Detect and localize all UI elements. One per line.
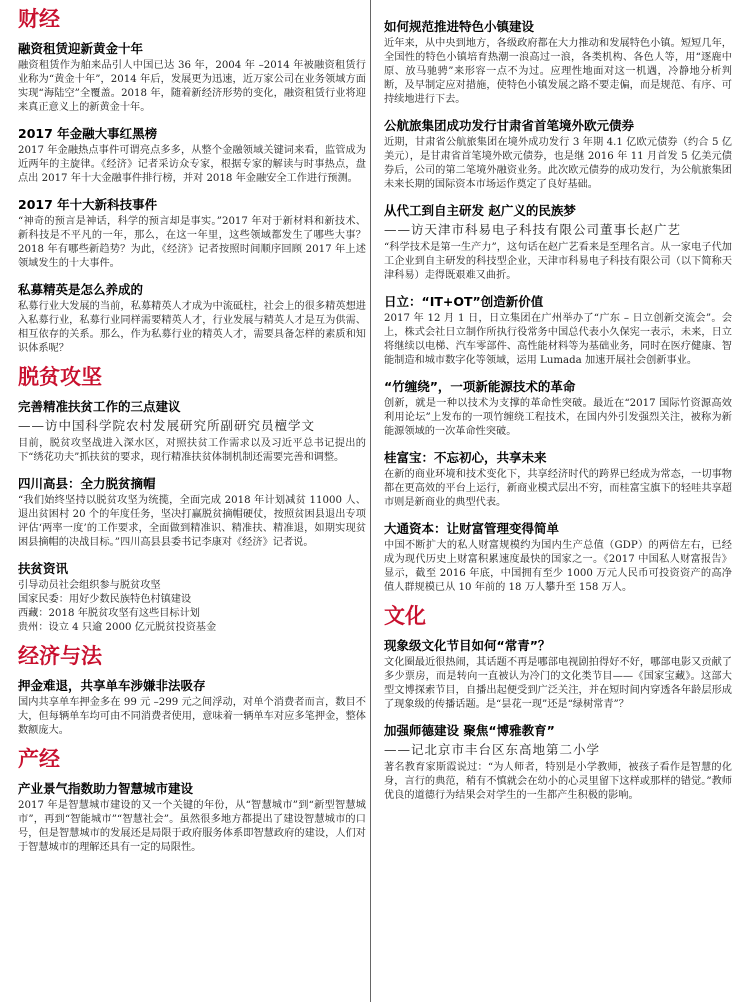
section-heading-poverty: 脱贫攻坚 bbox=[18, 364, 102, 389]
article-summary: 2017 年金融热点事件可谓亮点多多，从整个金融领域关键词来看，监管成为近两年的主旋律。《经济》记者采访众专家，根据专家的解读与时事热点，盘点出 2017 年十大金融事件排行榜，并对 2018 年金融安全工作进行预测。 bbox=[18, 145, 366, 184]
article-financial-leasing bbox=[18, 40, 366, 115]
section-heading-economy-law: 经济与法 bbox=[18, 643, 102, 668]
article-summary: 国内共享单车押金多在 99 元 –299 元之间浮动，对单个消费者而言，数目不大，但每辆单车均可由不同消费者使用，意味着一辆单车对应多笔押金，整体数额庞大。 bbox=[18, 697, 366, 736]
article-title[interactable]: 日立：“IT+OT”创造新价值 bbox=[384, 294, 544, 309]
article-teacher-ethics bbox=[384, 722, 732, 803]
article-euro-bonds bbox=[384, 117, 732, 192]
section-heading-culture: 文化 bbox=[384, 603, 426, 628]
article-subtitle: ——访天津市科易电子科技有限公司董事长赵广艺 bbox=[384, 222, 682, 237]
article-title[interactable]: 现象级文化节目如何“常青”？ bbox=[384, 638, 551, 653]
article-title[interactable]: 从代工到自主研发 赵广义的民族梦 bbox=[384, 203, 576, 218]
section-heading-finance: 财经 bbox=[18, 6, 60, 31]
article-summary: 中国不断扩大的私人财富规模约为国内生产总值（GDP）的两倍左右，已经成为现代历史上财富积累速度最快的国家之一。《2017 中国私人财富报告》显示，截至 2016 年底，中国拥有至少 1000 万元人民币可投资资产的高净值人群规模已从 10 年前的 18 万人攀升至 158 万人。 bbox=[384, 540, 732, 593]
article-title[interactable]: 融资租赁迎新黄金十年 bbox=[18, 41, 144, 56]
article-summary: 融资租赁作为舶来品引人中国已达 36 年，2004 年 –2014 年被融资租赁行业称为“黄金十年”，2014 年后，发展更为迅速，近万家公司在业务领域方面实现“海陆空”全覆盖。2018 年，随着新经济形势的变化，融资租赁行业将迎来真正意义上的新黄金十年。 bbox=[18, 60, 366, 113]
article-summary: 目前，脱贫攻坚战进入深水区，对照扶贫工作需求以及习近平总书记提出的下“绣花功夫”抓扶贫的要求，现行精准扶贫体制机制还需要完善和调整。 bbox=[18, 438, 366, 463]
news-list-item[interactable]: 西藏：2018 年脱贫攻坚有这些目标计划 bbox=[18, 608, 200, 619]
article-poverty-suggestions bbox=[18, 398, 366, 465]
article-summary: 近年来，从中央到地方，各级政府都在大力推动和发展特色小镇。短短几年，全国性的特色小镇培育热潮一浪高过一浪，各类机构、各色人等，用“逐鹿中原、放马驰骋”来形容一点不为过。应理性地面对这一机遇，冷静地分析判断，及早制定应对措施，使特色小镇发展之路不要走偏，而是规范、有序、可持续地进行下去。 bbox=[384, 38, 732, 105]
article-title[interactable]: 公航旅集团成功发行甘肃省首笔境外欧元债券 bbox=[384, 118, 635, 133]
article-tech-events bbox=[18, 196, 366, 271]
news-list-item[interactable]: 贵州：设立 4 只逾 2000 亿元脱贫投资基金 bbox=[18, 622, 217, 633]
article-culture-programs bbox=[384, 637, 732, 712]
article-title[interactable]: 如何规范推进特色小镇建设 bbox=[384, 19, 535, 34]
article-guifubao bbox=[384, 449, 732, 510]
article-summary: “我们始终坚持以脱贫攻坚为统揽，全面完成 2018 年计划减贫 11000 人、退出贫困村 20 个的年度任务，坚决打赢脱贫摘帽硬仗，按照贫困县退出专项评估‘两率一度’的工作要求，全面做到精准识、精准扶、精准退，如期实现贫困县摘帽的决战目标。”四川高县县委书记李康对《经济》记者说。 bbox=[18, 495, 366, 548]
article-title[interactable]: 四川高县：全力脱贫摘帽 bbox=[18, 476, 156, 491]
article-title[interactable]: “竹缠绕”，一项新能源技术的革命 bbox=[384, 379, 576, 394]
news-list bbox=[18, 579, 366, 635]
article-title[interactable]: 完善精准扶贫工作的三点建议 bbox=[18, 399, 181, 414]
article-title[interactable]: 私募精英是怎么养成的 bbox=[18, 282, 144, 297]
article-title[interactable]: 2017 年金融大事红黑榜 bbox=[18, 126, 158, 141]
article-summary: 私募行业大发展的当前，私募精英人才成为中流砥柱，社会上的很多精英想进入私募行业，私募行业同样需要精英人才，行业发展与精英人才是互为供需、相互依存的关系。那么，作为私募行业的精英人才，需要具备怎样的素质和知识体系呢？ bbox=[18, 301, 366, 354]
article-title[interactable]: 扶贫资讯 bbox=[18, 561, 69, 576]
right-column bbox=[384, 4, 732, 803]
article-title[interactable]: 桂富宝：不忘初心，共享未来 bbox=[384, 450, 547, 465]
article-summary: 创新，就是一种以技术为支撑的革命性突破。最近在“2017 国际竹资源高效利用论坛”上发布的一项竹缠绕工程技术，在国内外引发强烈关注，被称为新能源领域的一次革命性突破。 bbox=[384, 398, 732, 437]
news-list-item[interactable]: 国家民委：用好少数民族特色村镇建设 bbox=[18, 594, 192, 605]
left-column bbox=[18, 4, 366, 855]
article-title[interactable]: 加强师德建设 聚焦“博雅教育” bbox=[384, 723, 555, 738]
article-featured-towns bbox=[384, 18, 732, 107]
article-private-equity bbox=[18, 281, 366, 356]
article-summary: 在新的商业环境和技术变化下，共享经济时代的跨界已经成为常态，一切事物都在更高效的平台上运行，新商业模式层出不穷，而桂富宝旗下的轻哇共享超市则是新商业的典型代表。 bbox=[384, 469, 732, 508]
article-bamboo-winding bbox=[384, 378, 732, 439]
article-title[interactable]: 产业景气指数助力智慧城市建设 bbox=[18, 781, 194, 796]
article-smart-city bbox=[18, 780, 366, 855]
article-bike-deposit bbox=[18, 677, 366, 738]
article-title[interactable]: 押金难退，共享单车涉嫌非法吸存 bbox=[18, 678, 206, 693]
article-summary: 2017 年 12 月 1 日，日立集团在广州举办了“广东 – 日立创新交流会”。会上，株式会社日立制作所执行役常务中国总代表小久保宪一表示，未来，日立将继续以电梯、汽车零部件、高性能材料等为基础业务，同时在医疗健康、智能制造和城市数字化等领域，运用 Lumada 加速开展社会创新事业。 bbox=[384, 313, 732, 366]
article-summary: “科学技术是第一生产力”，这句话在赵广艺看来是至理名言。从一家电子代加工企业到自主研发的科技型企业，天津市科易电子科技有限公司（以下简称天津科易）走得既艰难又曲折。 bbox=[384, 242, 732, 281]
article-keyi bbox=[384, 202, 732, 283]
article-gaoxian bbox=[18, 475, 366, 550]
section-heading-industry: 产经 bbox=[18, 746, 60, 771]
news-list-item[interactable]: 引导动员社会组织参与脱贫攻坚 bbox=[18, 580, 161, 591]
column-divider bbox=[370, 0, 371, 1002]
article-summary: 著名教育家斯霞说过：“为人师者，特别是小学教师，被孩子看作是智慧的化身，言行的典范，稍有不慎就会在幼小的心灵里留下这样或那样的错觉。”教师优良的道德行为结果会对学生的一生都产生积极的影响。 bbox=[384, 762, 732, 801]
article-poverty-news bbox=[18, 560, 366, 635]
article-subtitle: ——访中国科学院农村发展研究所副研究员檀学文 bbox=[18, 418, 316, 433]
article-summary: 2017 年是智慧城市建设的又一个关键的年份，从“智慧城市”到“新型智慧城市”，再到“智能城市”“智慧社会”。虽然很多地方都提出了建设智慧城市的口号，但是智慧城市的发展还是局限于政府服务体系即智慧政府的建设，人们对于智慧城市的理解还具有一定的局限性。 bbox=[18, 800, 366, 853]
article-summary: 文化圈最近很热闹，其话题不再是哪部电视剧拍得好不好，哪部电影又贡献了多少票房，而是转向一直被认为冷门的文化类节目——《国家宝藏》。这部大型文博探索节目，自播出起便受到广泛关注，并在短时间内穿透各年龄层形成了现象级的传播话题。是“昙花一现”还是“绿树常青”？ bbox=[384, 657, 732, 710]
article-datong-capital bbox=[384, 520, 732, 595]
article-title[interactable]: 大通资本：让财富管理变得简单 bbox=[384, 521, 560, 536]
article-title[interactable]: 2017 年十大新科技事件 bbox=[18, 197, 158, 212]
article-summary: “神奇的预言是神话，科学的预言却是事实。”2017 年对于新材料和新技术、新科技是不平凡的一年，那么，在这一年里，这些领域都发生了哪些大事？ 2018 年有哪些新趋势？为此，《经济》记者按照时间顺序回顾 2017 年上述领域发生的十大事件。 bbox=[18, 216, 366, 269]
article-subtitle: ——记北京市丰台区东高地第二小学 bbox=[384, 742, 601, 757]
article-summary: 近期，甘肃省公航旅集团在境外成功发行 3 年期 4.1 亿欧元债券（约合 5 亿美元），是甘肃省首笔境外欧元债券，也是继 2016 年 11 月首发 5 亿美元债券后，公司的第二笔境外融资业务。此次欧元债券的成功发行，为公航旅集团未来长期的国际资本市场运作奠定了良好基础。 bbox=[384, 137, 732, 190]
article-finance-events bbox=[18, 125, 366, 186]
article-hitachi bbox=[384, 293, 732, 368]
